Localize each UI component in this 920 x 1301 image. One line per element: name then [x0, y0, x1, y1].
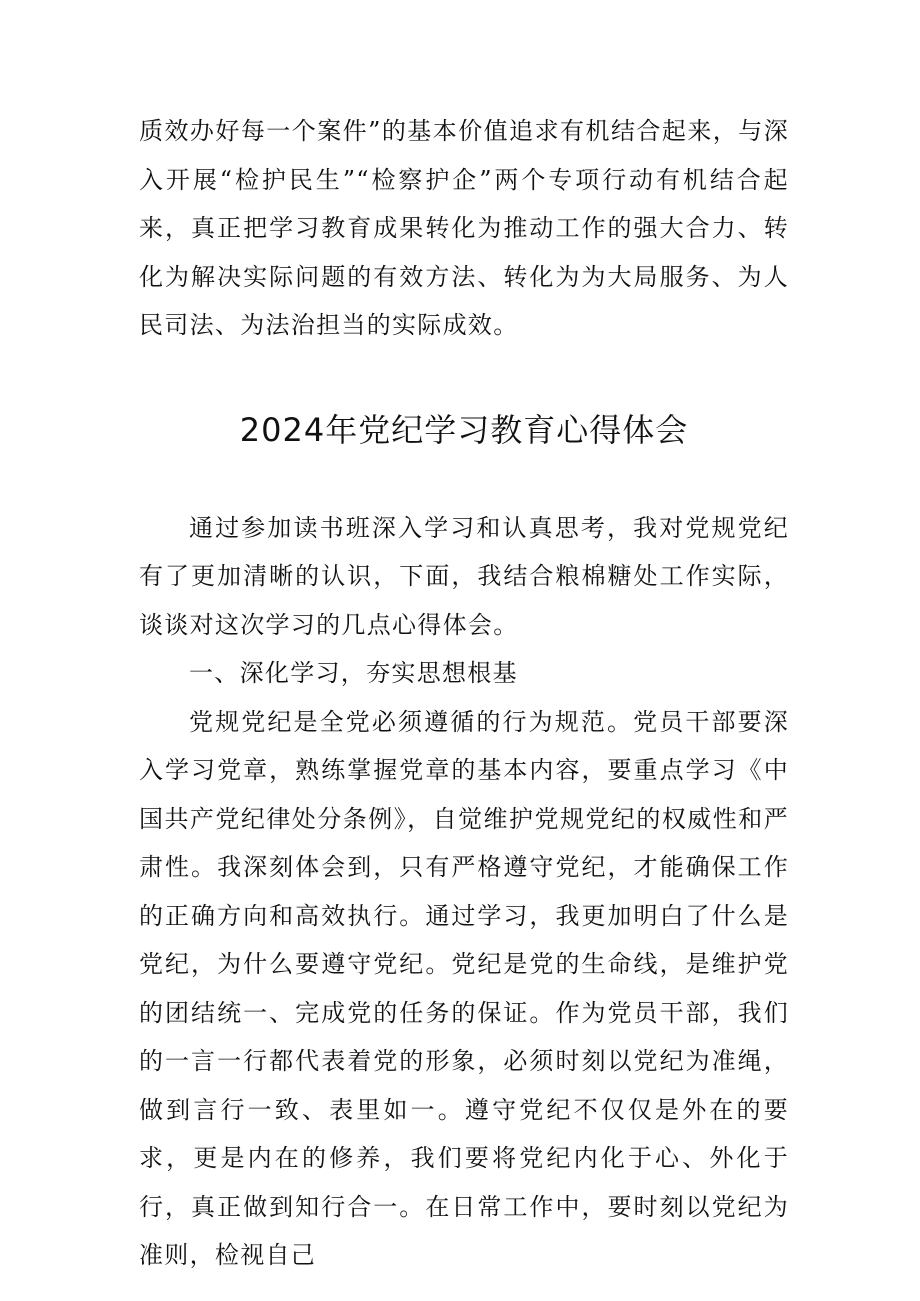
intro-paragraph: 通过参加读书班深入学习和认真思考，我对党规党纪有了更加清晰的认识，下面，我结合粮棉糖处工作实际，谈谈对这次学习的几点心得体会。 [139, 513, 789, 639]
continuation-paragraph: 质效办好每一个案件”的基本价值追求有机结合起来，与深入开展“检护民生”“检察护企”两个专项行动有机结合起来，真正把学习教育成果转化为推动工作的强大合力、转化为解决实际问题的有效方法、转化为为大局服务、为人民司法、为法治担当的实际成效。 [139, 117, 789, 339]
section-heading: 一、深化学习，夯实思想根基 [189, 659, 518, 687]
document-title: 2024年党纪学习教育心得体会 [239, 410, 689, 449]
section-paragraph: 党规党纪是全党必须遵循的行为规范。党员干部要深入学习党章，熟练掌握党章的基本内容，要重点学习《中国共产党纪律处分条例》，自觉维护党规党纪的权威性和严肃性。我深刻体会到，只有严格遵守党纪，才能确保工作的正确方向和高效执行。通过学习，我更加明白了什么是党纪，为什么要遵守党纪。党纪是党的生命线，是维护党的团结统一、完成党的任务的保证。作为党员干部，我们的一言一行都代表着党的形象，必须时刻以党纪为准绳，做到言行一致、表里如一。遵守党纪不仅仅是外在的要求，更是内在的修养，我们要将党纪内化于心、外化于行，真正做到知行合一。在日常工作中，要时刻以党纪为准则，检视自己 [139, 707, 789, 1269]
document-body [139, 107, 789, 1280]
